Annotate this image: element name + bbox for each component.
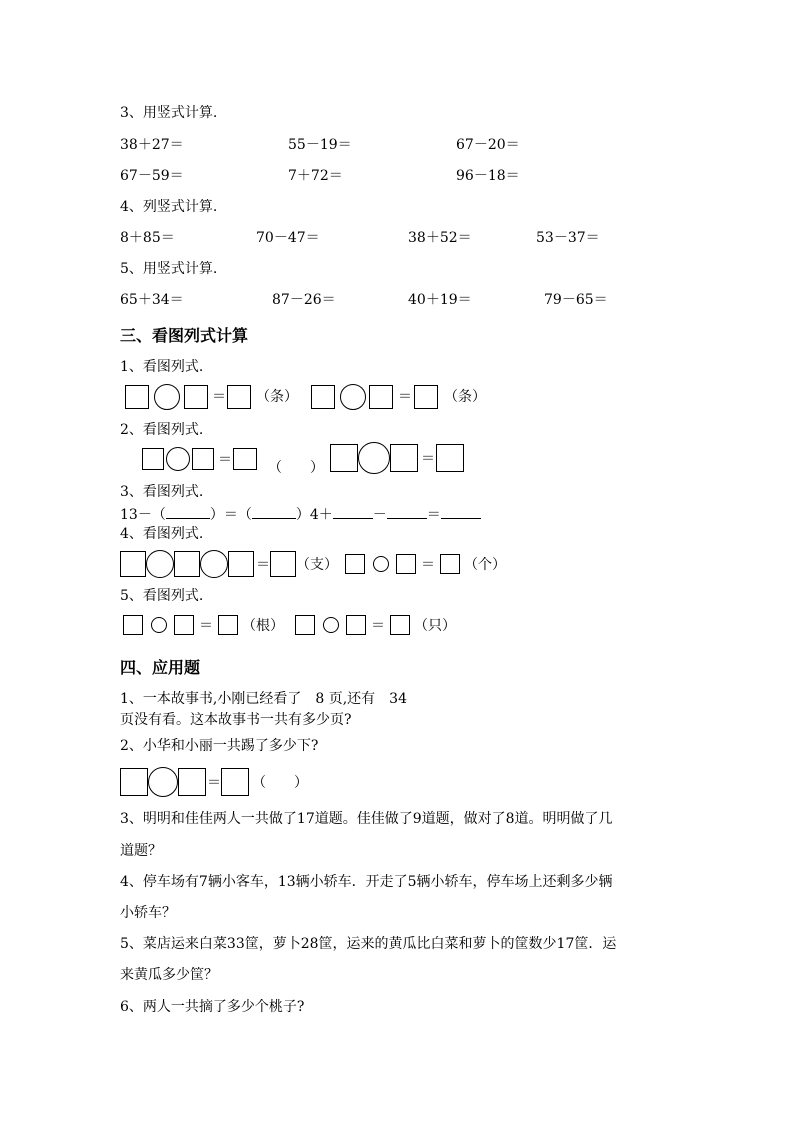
operator-circle[interactable] (323, 617, 339, 633)
fill-in-expression (120, 504, 481, 524)
answer-box[interactable] (125, 385, 149, 409)
problem-text: 6、两人一共摘了多少个桃子? (120, 999, 305, 1015)
operator-circle[interactable] (166, 447, 190, 471)
expr-part: 13－（ (120, 507, 166, 523)
question-title: 5、看图列式. (120, 588, 204, 604)
expression: 67－20＝ (456, 137, 520, 153)
operator-circle[interactable] (358, 442, 390, 474)
unit-label: （支） (296, 557, 338, 573)
answer-box[interactable] (311, 385, 335, 409)
expression: 65＋34＝ (120, 292, 184, 308)
answer-box[interactable] (396, 554, 416, 574)
problem-text: 5、菜店运来白菜33筐，萝卜28筐，运来的黄瓜比白菜和萝卜的筐数少17筐．运 (120, 936, 617, 952)
question-title: 1、看图列式. (120, 359, 204, 375)
problem-text: 小轿车？ (120, 905, 176, 921)
answer-box[interactable] (330, 444, 358, 472)
operator-circle[interactable] (151, 617, 167, 633)
operator-circle[interactable] (148, 767, 178, 797)
blank-line[interactable] (166, 504, 210, 519)
unit-label: （个） (464, 557, 506, 573)
q4-vertical-title: 4、列竖式计算. (120, 199, 218, 215)
unit-label: （条） (444, 389, 486, 405)
answer-paren: （ ） (252, 775, 308, 791)
question-title: 2、看图列式. (120, 422, 204, 438)
problem-text: 道题？ (120, 843, 162, 859)
equals-sign: ＝ (207, 775, 221, 791)
blank-line[interactable] (387, 504, 427, 519)
answer-box[interactable] (178, 768, 206, 796)
q3-vertical-title: 3、用竖式计算. (120, 105, 218, 121)
expr-part: ）＝（ (209, 507, 252, 523)
expression: 40＋19＝ (408, 292, 472, 308)
blank-line[interactable] (333, 504, 373, 519)
equals-sign: ＝ (398, 389, 412, 405)
expression: 70－47＝ (256, 230, 320, 246)
problem-text: 4、停车场有7辆小客车，13辆小轿车．开走了5辆小轿车，停车场上还剩多少辆 (120, 874, 613, 890)
answer-box[interactable] (345, 554, 365, 574)
problem-text: 来黄瓜多少筐？ (120, 967, 218, 983)
answer-box[interactable] (221, 768, 249, 796)
operator-circle[interactable] (200, 550, 228, 578)
operator-circle[interactable] (154, 384, 180, 410)
unit-label: （条） (256, 389, 298, 405)
problem-text: 3、明明和佳佳两人一共做了17道题。佳佳做了9道题，做对了8道。明明做了几 (120, 811, 613, 827)
answer-box[interactable] (228, 551, 254, 577)
answer-box[interactable] (414, 385, 438, 409)
answer-box[interactable] (295, 615, 315, 635)
operator-circle[interactable] (340, 384, 366, 410)
equals-sign: ＝ (256, 557, 270, 573)
answer-box[interactable] (227, 385, 251, 409)
operator-circle[interactable] (373, 556, 389, 572)
expression: 55－19＝ (288, 137, 352, 153)
problem-text: 页没有看。这本故事书一共有多少页? (120, 712, 352, 728)
problem-text: 1、一本故事书,小刚已经看了 8 页,还有 34 (120, 691, 407, 707)
answer-box[interactable] (390, 444, 418, 472)
equals-sign: ＝ (218, 452, 232, 468)
question-title: 3、看图列式. (120, 484, 204, 500)
answer-box[interactable] (270, 551, 296, 577)
expression: 7＋72＝ (288, 168, 343, 184)
answer-box[interactable] (436, 444, 464, 472)
answer-box[interactable] (142, 448, 164, 470)
unit-label: （根） (242, 618, 284, 634)
expr-part: － (372, 507, 387, 523)
q5-vertical-title: 5、用竖式计算. (120, 261, 218, 277)
section-heading: 三、看图列式计算 (120, 326, 249, 345)
answer-box[interactable] (390, 615, 410, 635)
equals-sign: ＝ (371, 618, 385, 634)
expression: 87－26＝ (272, 292, 336, 308)
answer-box[interactable] (120, 768, 148, 796)
answer-box[interactable] (346, 615, 366, 635)
equals-sign: ＝ (212, 389, 226, 405)
answer-box[interactable] (120, 551, 146, 577)
expression: 79－65＝ (544, 292, 608, 308)
section-heading: 四、应用题 (120, 658, 201, 677)
expression: 96－18＝ (456, 168, 520, 184)
answer-box[interactable] (233, 448, 257, 470)
expression: 8＋85＝ (120, 230, 175, 246)
blank-line[interactable] (441, 504, 481, 519)
answer-box[interactable] (218, 615, 238, 635)
answer-paren: （ ） (268, 460, 324, 476)
operator-circle[interactable] (146, 550, 174, 578)
question-title: 4、看图列式. (120, 526, 204, 542)
answer-box[interactable] (174, 551, 200, 577)
answer-box[interactable] (123, 615, 143, 635)
answer-box[interactable] (440, 554, 460, 574)
answer-box[interactable] (174, 615, 194, 635)
expr-part: ＝ (426, 507, 441, 523)
expression: 38＋52＝ (408, 230, 472, 246)
expression: 67－59＝ (120, 168, 184, 184)
expression: 38＋27＝ (120, 137, 184, 153)
equals-sign: ＝ (421, 557, 435, 573)
expr-part: ）4＋ (295, 507, 333, 523)
unit-label: （只） (414, 618, 456, 634)
equals-sign: ＝ (199, 618, 213, 634)
answer-box[interactable] (369, 385, 393, 409)
equals-sign: ＝ (421, 451, 435, 467)
blank-line[interactable] (252, 504, 296, 519)
answer-box[interactable] (184, 385, 208, 409)
problem-text: 2、小华和小丽一共踢了多少下? (120, 738, 319, 754)
answer-box[interactable] (192, 448, 214, 470)
expression: 53－37＝ (536, 230, 600, 246)
